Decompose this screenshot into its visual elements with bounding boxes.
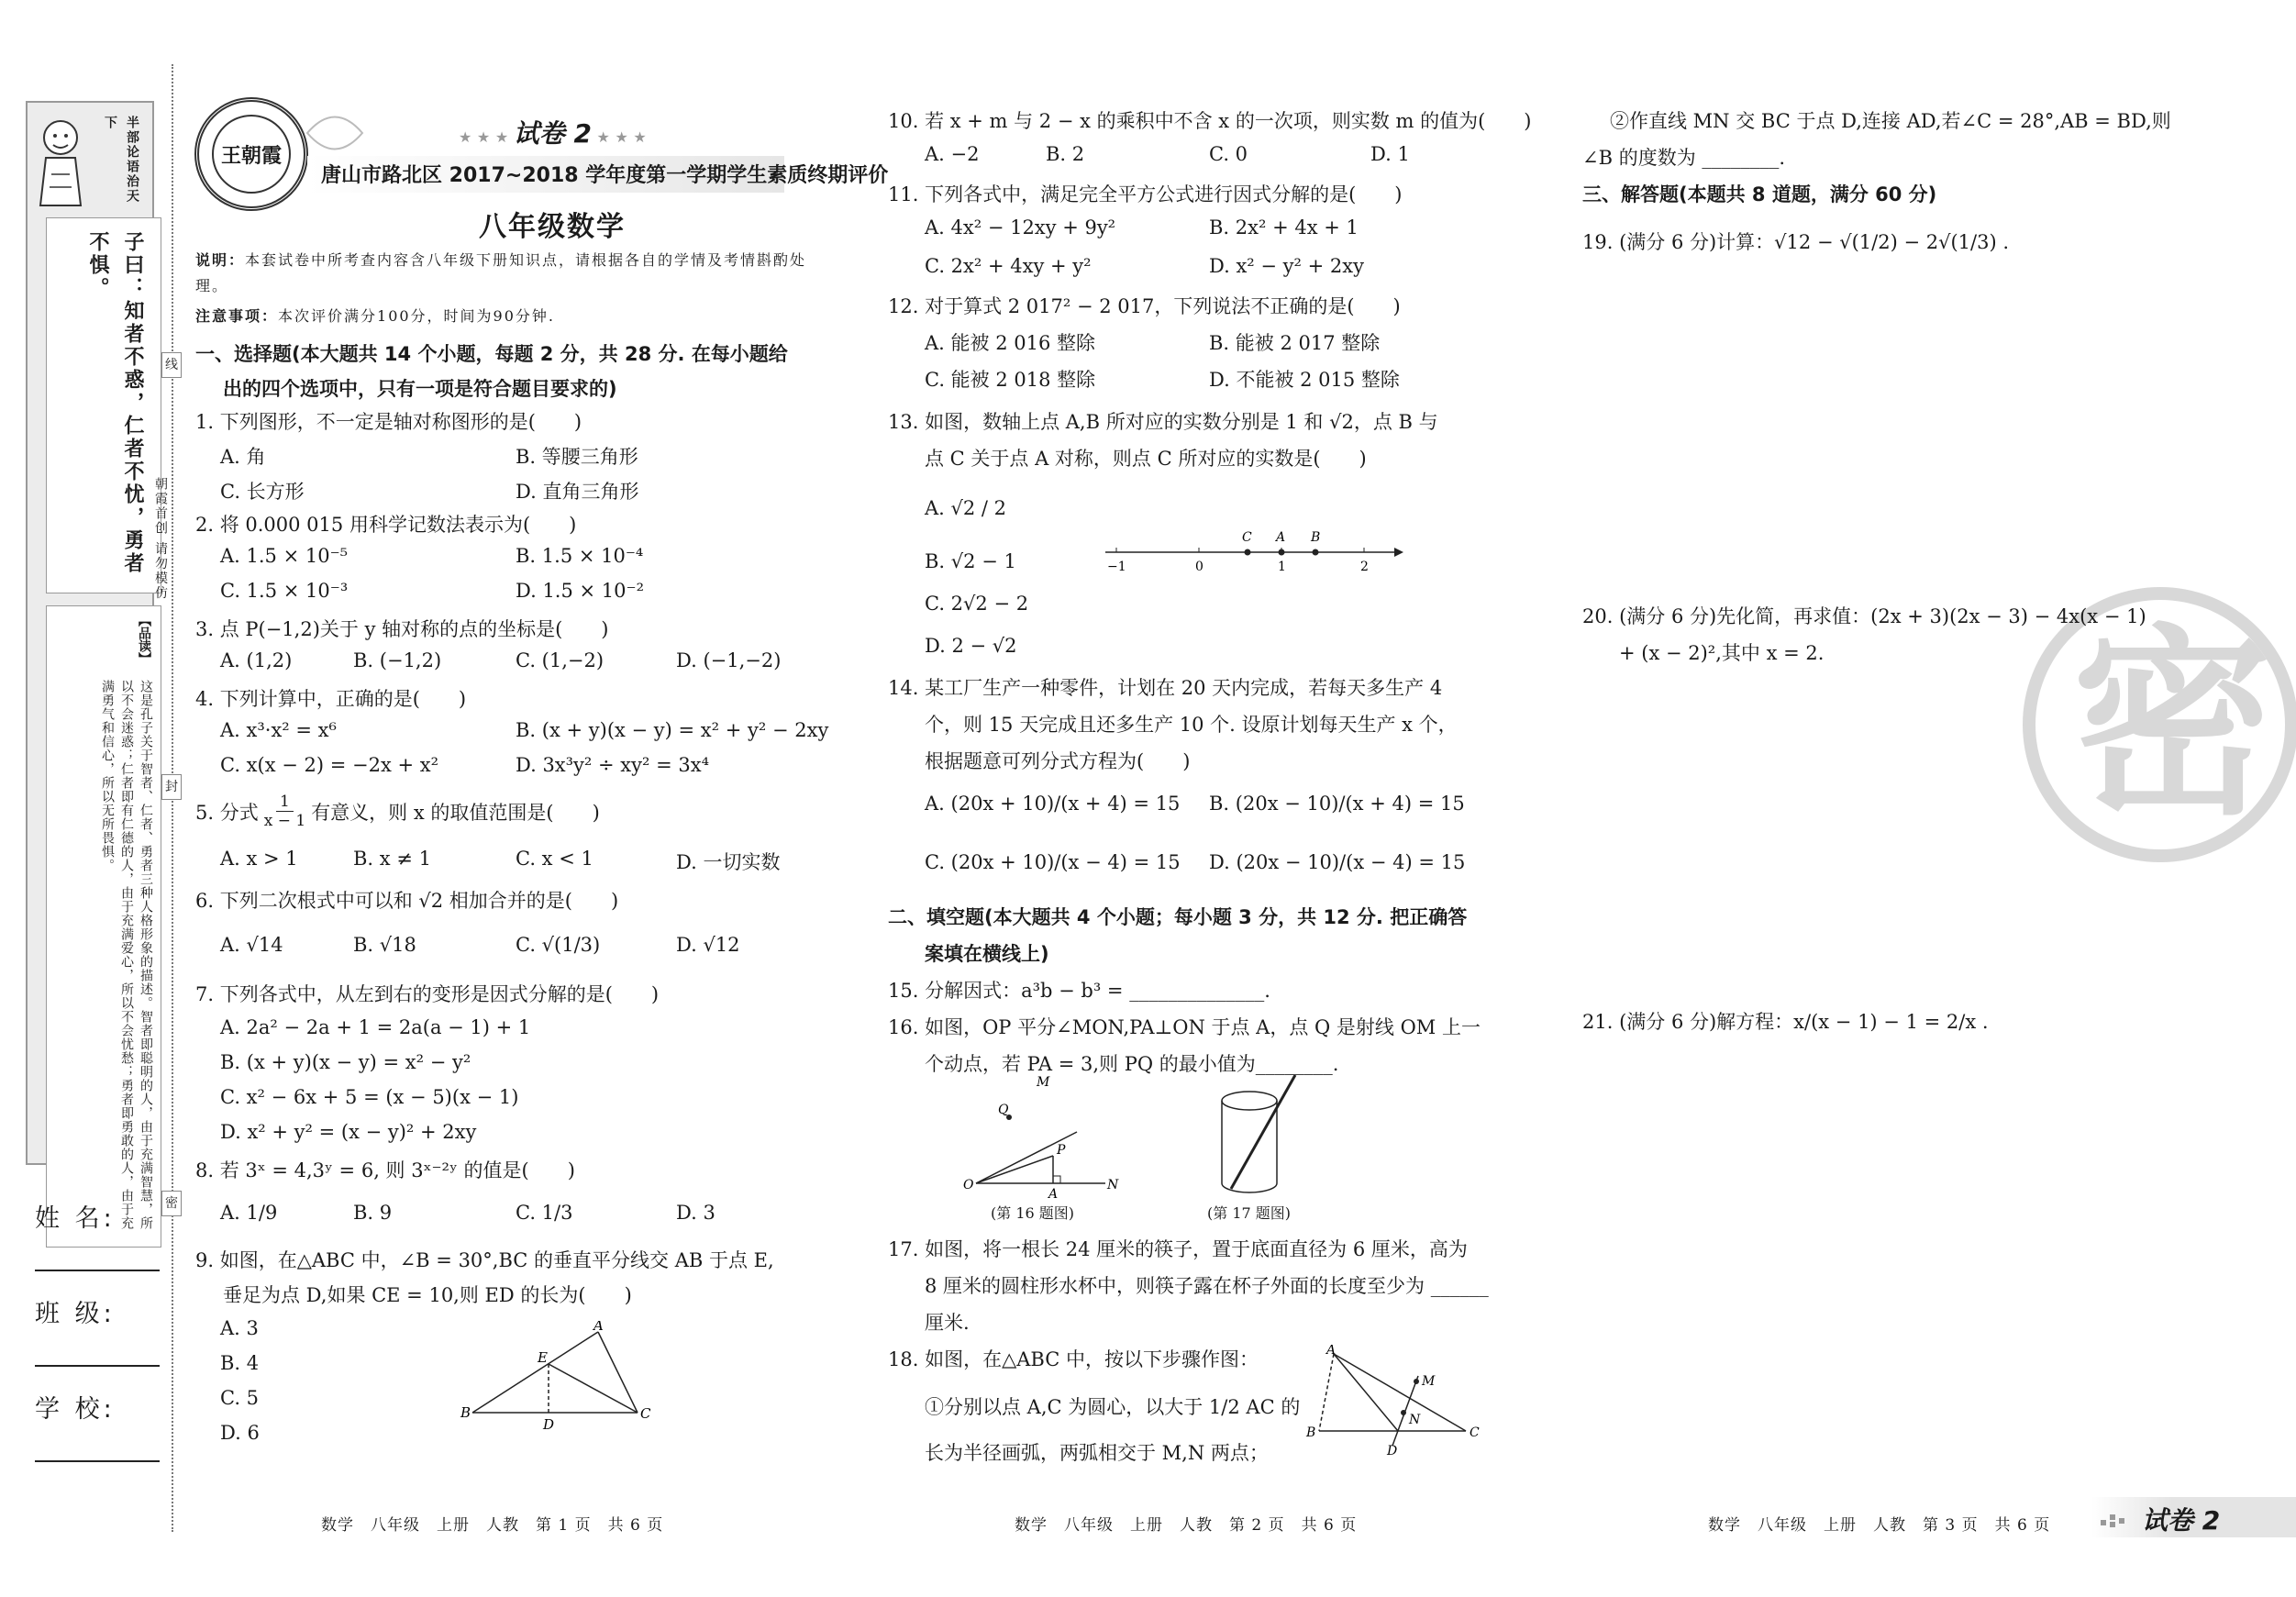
q7-option-d[interactable]: D. x² + y² = (x − y)² + 2xy xyxy=(220,1121,477,1143)
class-line[interactable] xyxy=(35,1365,160,1367)
q7-option-c[interactable]: C. x² − 6x + 5 = (x − 5)(x − 1) xyxy=(220,1086,519,1108)
paper-subtitle: 唐山市路北区 2017~2018 学年度第一学期学生素质终期评价 xyxy=(321,164,889,187)
q5-option-c[interactable]: C. x < 1 xyxy=(516,848,593,870)
q2-option-b[interactable]: B. 1.5 × 10⁻⁴ xyxy=(516,545,644,567)
q6-option-d[interactable]: D. √12 xyxy=(676,934,740,956)
q18-line5: ∠B 的度数为 ________. xyxy=(1582,147,1786,169)
q9-label-e: E xyxy=(538,1349,548,1366)
motto-box xyxy=(46,217,161,593)
q11-option-c[interactable]: C. 2x² + 4xy + y² xyxy=(925,255,1092,277)
q16-label-n: N xyxy=(1107,1178,1119,1192)
section1-line1: 一、选择题(本大题共 14 个小题，每题 2 分，共 28 分. 在每小题给 xyxy=(195,343,788,365)
q8-stem: 8. 若 3ˣ = 4,3ʸ = 6, 则 3ˣ⁻²ʸ 的值是( ) xyxy=(195,1159,575,1181)
q14-line2: 个，则 15 天完成且还多生产 10 个. 设原计划每天生产 x 个， xyxy=(925,714,1458,736)
q12-option-d[interactable]: D. 不能被 2 015 整除 xyxy=(1209,369,1400,391)
mascot-icon xyxy=(33,110,88,211)
q20-line1: 20. (满分 6 分)先化简，再求值：(2x + 3)(2x − 3) − 4x(x − 1) xyxy=(1582,605,2146,627)
name-label: 姓 名: xyxy=(35,1204,116,1233)
q12-stem: 12. 对于算式 2 017² − 2 017，下列说法不正确的是( ) xyxy=(888,295,1401,317)
q18-line3: 长为半径画弧，两弧相交于 M,N 两点； xyxy=(925,1442,1269,1464)
name-line[interactable] xyxy=(35,1270,160,1271)
q9-figure xyxy=(459,1321,670,1440)
q14-option-d[interactable]: D. (20x − 10)/(x − 4) = 15 xyxy=(1209,851,1466,873)
q11-option-a[interactable]: A. 4x² − 12xy + 9y² xyxy=(925,216,1116,238)
star-icon: ★ ★ ★ xyxy=(459,128,514,146)
q2-option-a[interactable]: A. 1.5 × 10⁻⁵ xyxy=(220,545,349,567)
point-c: C xyxy=(1242,530,1252,545)
q9-option-a[interactable]: A. 3 xyxy=(220,1317,259,1339)
q16-label-m: M xyxy=(1037,1075,1050,1090)
footer-page3: 数学 八年级 上册 人教 第 3 页 共 6 页 xyxy=(1708,1516,2051,1535)
banner-small: 半部论语治天下 xyxy=(103,116,139,204)
q9-label-a: A xyxy=(593,1321,604,1334)
point-b: B xyxy=(1311,530,1321,545)
section2-line1: 二、填空题(本大题共 4 个小题；每小题 3 分，共 12 分. 把正确答 xyxy=(888,906,1468,928)
section3-title: 三、解答题(本题共 8 道题，满分 60 分) xyxy=(1582,183,1937,205)
attention xyxy=(195,305,555,326)
q5-option-d[interactable]: D. 一切实数 xyxy=(676,851,781,873)
attention-label: 注意事项： xyxy=(195,307,279,325)
q4-option-c[interactable]: C. x(x − 2) = −2x + x² xyxy=(220,754,439,776)
reading-label: 【品读】 xyxy=(137,614,151,665)
logo xyxy=(194,97,308,211)
q15-stem: 15. 分解因式：a³b − b³ = ______________. xyxy=(888,980,1270,1002)
cut-mark-line: 线 xyxy=(161,352,182,378)
q9-label-c: C xyxy=(640,1405,651,1422)
note-label: 说明： xyxy=(195,251,246,269)
star-icon: ★ ★ ★ xyxy=(591,128,647,146)
q13-option-c[interactable]: C. 2√2 − 2 xyxy=(925,593,1029,615)
q9-line1: 9. 如图，在△ABC 中，∠B = 30°,BC 的垂直平分线交 AB 于点 E, xyxy=(195,1249,774,1271)
q17-line3: 厘米. xyxy=(925,1312,970,1334)
q1-option-d[interactable]: D. 直角三角形 xyxy=(516,481,639,503)
q14-line3: 根据题意可列分式方程为( ) xyxy=(925,750,1191,772)
q16-line2: 个动点，若 PA = 3,则 PQ 的最小值为________. xyxy=(925,1053,1339,1075)
q2-option-d[interactable]: D. 1.5 × 10⁻² xyxy=(516,580,645,602)
q13-line1: 13. 如图，数轴上点 A,B 所对应的实数分别是 1 和 √2，点 B 与 xyxy=(888,411,1438,433)
q9-label-b: B xyxy=(460,1404,471,1421)
q18-label-n: N xyxy=(1409,1413,1421,1427)
q10-option-b[interactable]: B. 2 xyxy=(1046,143,1085,165)
q13-number-line xyxy=(1096,523,1408,578)
q16-figure xyxy=(954,1073,1119,1202)
q16-label-o: O xyxy=(963,1178,974,1192)
q11-stem: 11. 下列各式中，满足完全平方公式进行因式分解的是( ) xyxy=(888,183,1403,205)
q16-label-a: A xyxy=(1048,1187,1059,1202)
q13-option-b[interactable]: B. √2 − 1 xyxy=(925,550,1016,572)
q9-line2: 垂足为点 D,如果 CE = 10,则 ED 的长为( ) xyxy=(223,1284,632,1306)
paper-title: 八年级数学 xyxy=(479,211,626,243)
q5-num: 1 xyxy=(276,793,294,812)
q8-option-b[interactable]: B. 9 xyxy=(353,1202,393,1224)
q7-option-b[interactable]: B. (x + y)(x − y) = x² − y² xyxy=(220,1051,471,1073)
q9-option-d[interactable]: D. 6 xyxy=(220,1422,260,1444)
q6-option-c[interactable]: C. √(1/3) xyxy=(516,934,601,956)
q9-option-c[interactable]: C. 5 xyxy=(220,1387,260,1409)
q13-option-a[interactable]: A. √2 / 2 xyxy=(925,497,1007,519)
q12-option-a[interactable]: A. 能被 2 016 整除 xyxy=(925,332,1095,354)
footer-page1: 数学 八年级 上册 人教 第 1 页 共 6 页 xyxy=(321,1516,664,1535)
q7-option-a[interactable]: A. 2a² − 2a + 1 = 2a(a − 1) + 1 xyxy=(220,1016,531,1038)
q5-den: x − 1 xyxy=(263,812,306,830)
q16-line1: 16. 如图，OP 平分∠MON,PA⊥ON 于点 A，点 Q 是射线 OM 上一 xyxy=(888,1016,1481,1038)
logo-text: 王朝霞 xyxy=(212,115,291,194)
q10-option-d[interactable]: D. 1 xyxy=(1370,143,1410,165)
q1-stem: 1. 下列图形，不一定是轴对称图形的是( ) xyxy=(195,411,582,433)
reading-text: 这是孔子关于智者、仁者、勇者三种人格形象的描述。智者即聪明的人，由于充满智慧，所以不会迷惑；仁者即有仁德的人，由于充满爱心，所以不会忧愁；勇者即勇敢的人，由于充满勇气和信心，所以无所畏惧。 xyxy=(100,680,153,1230)
q5-option-a[interactable]: A. x > 1 xyxy=(220,848,298,870)
q6-option-a[interactable]: A. √14 xyxy=(220,934,283,956)
footer-page2: 数学 八年级 上册 人教 第 2 页 共 6 页 xyxy=(1015,1516,1358,1535)
q5-pre: 5. 分式 xyxy=(195,801,259,824)
q5-post: 有意义，则 x 的取值范围是( ) xyxy=(311,801,600,824)
paper-tag-text: 试卷 2 xyxy=(513,118,592,149)
q21-stem: 21. (满分 6 分)解方程：x/(x − 1) − 1 = 2/x . xyxy=(1582,1011,1989,1033)
q3-option-b[interactable]: B. (−1,2) xyxy=(353,649,442,671)
q14-line1: 14. 某工厂生产一种零件，计划在 20 天内完成，若每天多生产 4 xyxy=(888,677,1443,699)
footer-tag: 试卷 2 xyxy=(2142,1505,2221,1536)
tick-1: 1 xyxy=(1278,560,1286,574)
q5-option-b[interactable]: B. x ≠ 1 xyxy=(353,848,431,870)
q16-label-p: P xyxy=(1057,1143,1066,1158)
tick-neg1: −1 xyxy=(1107,560,1126,574)
q4-option-d[interactable]: D. 3x³y² ÷ xy² = 3x⁴ xyxy=(516,754,709,776)
q18-label-d: D xyxy=(1387,1444,1398,1458)
q17-caption: (第 17 题图) xyxy=(1207,1204,1292,1222)
q18-line4: ②作直线 MN 交 BC 于点 D,连接 AD,若∠C = 28°,AB = BD,则 xyxy=(1610,110,2171,132)
note-text: 本套试卷中所考查内容含八年级下册知识点，请根据各自的学情及考情斟酌处理。 xyxy=(195,251,807,294)
dots-icon xyxy=(2101,1510,2137,1526)
q8-option-a[interactable]: A. 1/9 xyxy=(220,1202,278,1224)
cut-mark-secret: 密 xyxy=(161,1191,182,1216)
q10-stem: 10. 若 x + m 与 2 − x 的乘积中不含 x 的一次项，则实数 m 的值为( ) xyxy=(888,110,1532,132)
q2-stem: 2. 将 0.000 015 用科学记数法表示为( ) xyxy=(195,514,577,536)
q3-option-c[interactable]: C. (1,−2) xyxy=(516,649,605,671)
cut-mark-seal: 封 xyxy=(161,774,182,800)
q14-option-a[interactable]: A. (20x + 10)/(x + 4) = 15 xyxy=(925,793,1181,815)
q1-option-a[interactable]: A. 角 xyxy=(220,446,266,468)
q14-option-b[interactable]: B. (20x − 10)/(x + 4) = 15 xyxy=(1209,793,1465,815)
section2-line2: 案填在横线上) xyxy=(925,943,1049,965)
q6-stem: 6. 下列二次根式中可以和 √2 相加合并的是( ) xyxy=(195,890,619,912)
q3-option-d[interactable]: D. (−1,−2) xyxy=(676,649,782,671)
q12-option-b[interactable]: B. 能被 2 017 整除 xyxy=(1209,332,1381,354)
q9-label-d: D xyxy=(543,1416,555,1433)
reading-box xyxy=(46,605,161,1248)
q16-caption: (第 16 题图) xyxy=(991,1204,1075,1222)
class-label: 班 级: xyxy=(35,1300,116,1328)
q17-line2: 8 厘米的圆柱形水杯中，则筷子露在杯子外面的长度至少为 ______ xyxy=(925,1275,1489,1297)
q16-label-q: Q xyxy=(998,1103,1009,1117)
axis-arrow-icon xyxy=(1394,548,1403,557)
tick-0: 0 xyxy=(1195,560,1203,574)
tick-2: 2 xyxy=(1360,560,1369,574)
q1-option-c[interactable]: C. 长方形 xyxy=(220,481,305,503)
vertical-note: 朝霞首创 请勿模仿 xyxy=(153,477,168,601)
q5-stem xyxy=(195,793,600,830)
q14-option-c[interactable]: C. (20x + 10)/(x − 4) = 15 xyxy=(925,851,1181,873)
q17-line1: 17. 如图，将一根长 24 厘米的筷子，置于底面直径为 6 厘米，高为 xyxy=(888,1238,1468,1260)
q10-option-c[interactable]: C. 0 xyxy=(1209,143,1248,165)
q4-option-a[interactable]: A. x³·x² = x⁶ xyxy=(220,719,337,741)
q18-line2: ①分别以点 A,C 为圆心，以大于 1/2 AC 的 xyxy=(925,1396,1301,1418)
q7-stem: 7. 下列各式中，从左到右的变形是因式分解的是( ) xyxy=(195,983,660,1005)
q18-line1: 18. 如图，在△ABC 中，按以下步骤作图： xyxy=(888,1348,1259,1370)
q8-option-d[interactable]: D. 3 xyxy=(676,1202,715,1224)
q12-option-c[interactable]: C. 能被 2 018 整除 xyxy=(925,369,1096,391)
q6-option-b[interactable]: B. √18 xyxy=(353,934,416,956)
q4-option-b[interactable]: B. (x + y)(x − y) = x² + y² − 2xy xyxy=(516,719,829,741)
q9-option-b[interactable]: B. 4 xyxy=(220,1352,260,1374)
q18-label-m: M xyxy=(1422,1374,1436,1389)
q3-option-a[interactable]: A. (1,2) xyxy=(220,649,293,671)
point-a: A xyxy=(1276,530,1286,545)
q18-label-b: B xyxy=(1306,1425,1316,1440)
q18-figure xyxy=(1301,1345,1484,1464)
motto-text: 子曰：知者不惑，仁者不忧，勇者不惧。 xyxy=(86,231,144,575)
q13-option-d[interactable]: D. 2 − √2 xyxy=(925,635,1017,657)
note xyxy=(195,248,837,299)
q3-stem: 3. 点 P(−1,2)关于 y 轴对称的点的坐标是( ) xyxy=(195,618,609,640)
q5-fraction xyxy=(264,793,305,830)
q18-label-a: A xyxy=(1326,1345,1337,1358)
q8-option-c[interactable]: C. 1/3 xyxy=(516,1202,573,1224)
q2-option-c[interactable]: C. 1.5 × 10⁻³ xyxy=(220,580,349,602)
paper-tag xyxy=(459,114,647,150)
school-label: 学 校: xyxy=(35,1395,116,1424)
watermark-text: 密 xyxy=(2071,607,2274,842)
q11-option-b[interactable]: B. 2x² + 4x + 1 xyxy=(1209,216,1359,238)
school-line[interactable] xyxy=(35,1460,160,1462)
attention-text: 本次评价满分100分，时间为90分钟. xyxy=(278,307,556,325)
section1-line2: 出的四个选项中，只有一项是符合题目要求的) xyxy=(223,378,617,400)
q4-stem: 4. 下列计算中，正确的是( ) xyxy=(195,688,467,710)
q13-line2: 点 C 关于点 A 对称，则点 C 所对应的实数是( ) xyxy=(925,448,1367,470)
q1-option-b[interactable]: B. 等腰三角形 xyxy=(516,446,638,468)
q20-line2: + (x − 2)²,其中 x = 2. xyxy=(1619,642,1825,664)
q17-figure xyxy=(1211,1073,1303,1202)
q19-stem: 19. (满分 6 分)计算：√12 − √(1/2) − 2√(1/3) . xyxy=(1582,231,2010,253)
q18-label-c: C xyxy=(1470,1425,1480,1440)
q11-option-d[interactable]: D. x² − y² + 2xy xyxy=(1209,255,1364,277)
q10-option-a[interactable]: A. −2 xyxy=(925,143,980,165)
